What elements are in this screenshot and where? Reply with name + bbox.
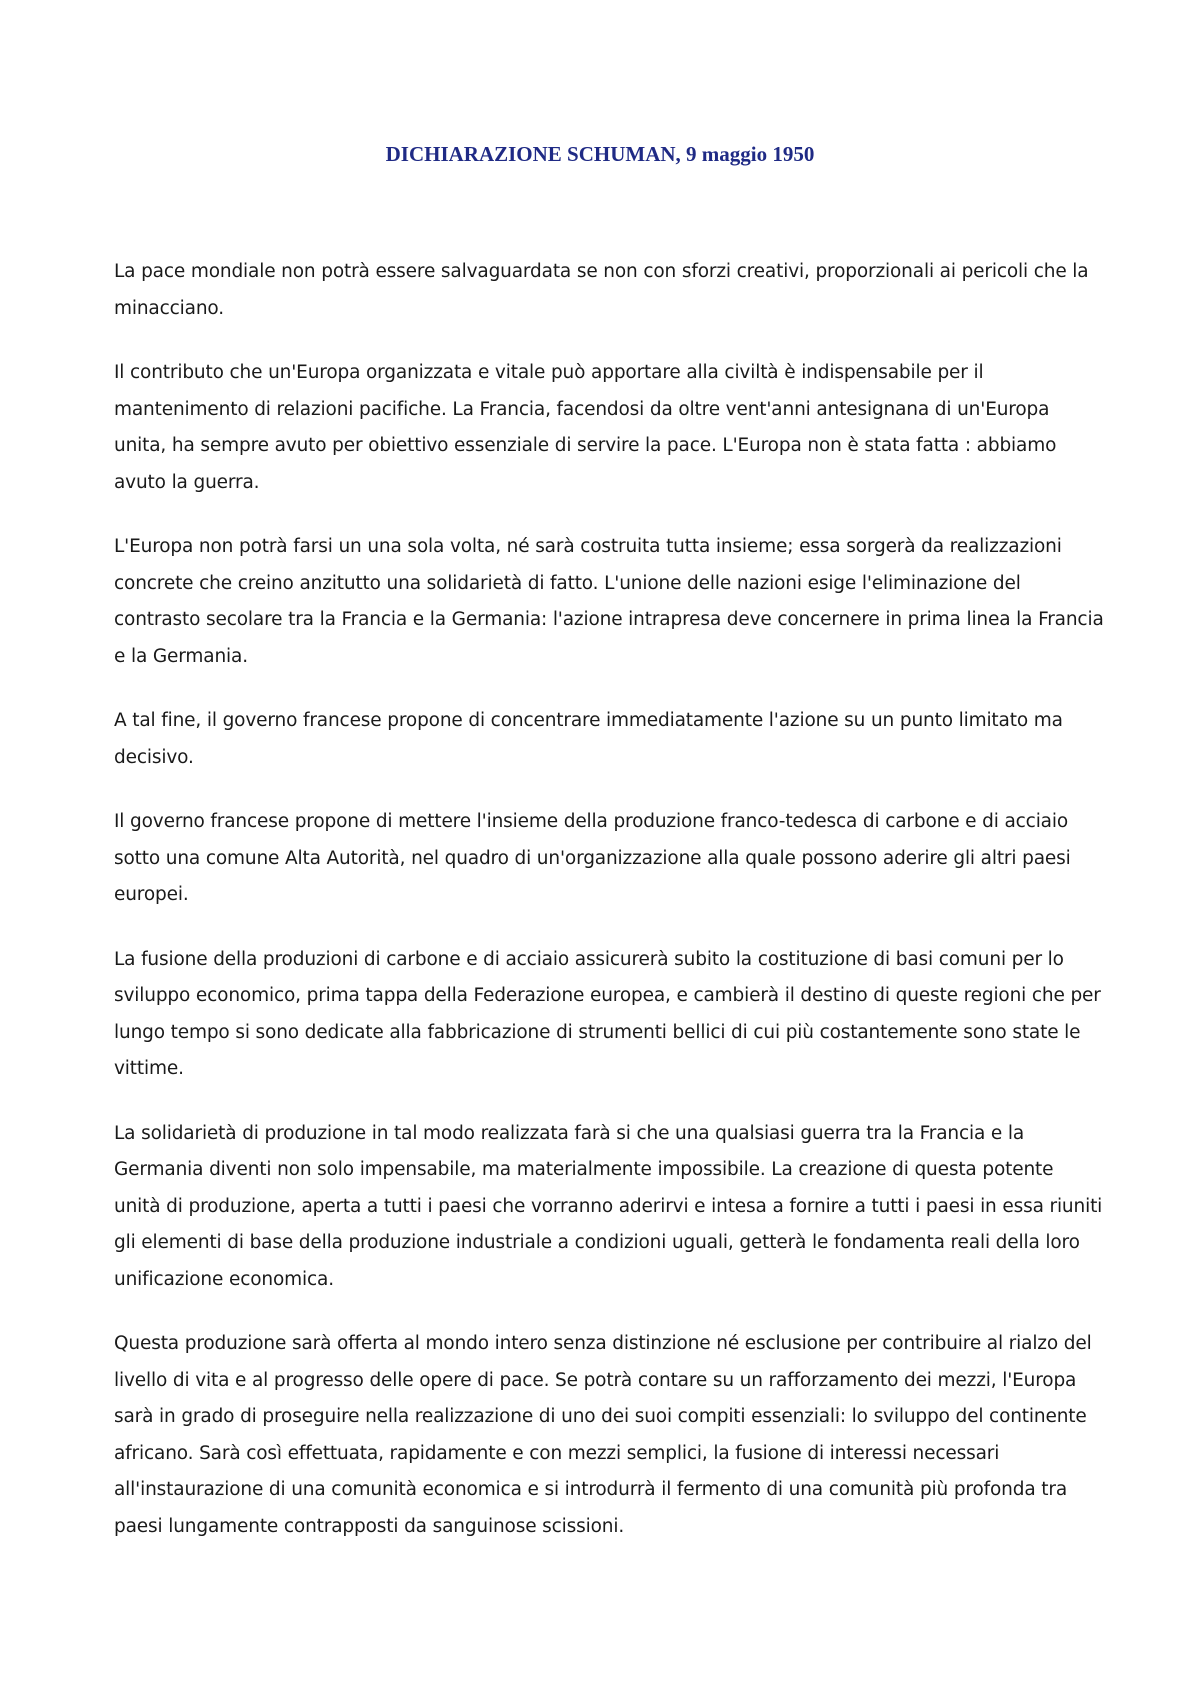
paragraph: Il contributo che un'Europa organizzata e vitale può apportare alla civiltà è indispensabile per il mantenimento di relazioni pacifiche. La Francia, facendosi da oltre vent'anni antesignana di un'Europa unita, ha sempre avuto per obiettivo essenziale di servire la pace. L'Europa non è stata fatta : abbiamo avuto la guerra. — [114, 362, 1057, 493]
document-body — [114, 254, 1104, 1573]
paragraph: A tal fine, il governo francese propone di concentrare immediatamente l'azione su un punto limitato ma decisivo. — [114, 710, 1063, 768]
paragraph: L'Europa non potrà farsi un una sola volta, né sarà costruita tutta insieme; essa sorgerà da realizzazioni concrete che creino anzitutto una solidarietà di fatto. L'unione delle nazioni esige l'eliminazione del contrasto secolare tra la Francia e la Germania: l'azione intrapresa deve concernere in prima linea la Francia e la Germania. — [114, 536, 1104, 667]
paragraph: La pace mondiale non potrà essere salvaguardata se non con sforzi creativi, proporzionali ai pericoli che la minacciano. — [114, 261, 1089, 319]
paragraph: Il governo francese propone di mettere l'insieme della produzione franco-tedesca di carbone e di acciaio sotto una comune Alta Autorità, nel quadro di un'organizzazione alla quale possono aderire gli altri paesi europei. — [114, 811, 1071, 905]
paragraph: Questa produzione sarà offerta al mondo intero senza distinzione né esclusione per contribuire al rialzo del livello di vita e al progresso delle opere di pace. Se potrà contare su un rafforzamento dei mezzi, l'Europa sarà in grado di proseguire nella realizzazione di uno dei suoi compiti essenziali: lo sviluppo del continente africano. Sarà così effettuata, rapidamente e con mezzi semplici, la fusione di interessi necessari all'instaurazione di una comunità economica e si introdurrà il fermento di una comunità più profonda tra paesi lungamente contrapposti da sanguinose scissioni. — [114, 1333, 1092, 1537]
document-title: DICHIARAZIONE SCHUMAN, 9 maggio 1950 — [385, 142, 815, 166]
paragraph: La solidarietà di produzione in tal modo realizzata farà si che una qualsiasi guerra tra la Francia e la Germania diventi non solo impensabile, ma materialmente impossibile. La creazione di questa potente unità di produzione, aperta a tutti i paesi che vorranno aderirvi e intesa a fornire a tutti i paesi in essa riuniti gli elementi di base della produzione industriale a condizioni uguali, getterà le fondamenta reali della loro unificazione economica. — [114, 1122, 1103, 1290]
paragraph: La fusione della produzioni di carbone e di acciaio assicurerà subito la costituzione di basi comuni per lo sviluppo economico, prima tappa della Federazione europea, e cambierà il destino di queste regioni che per lungo tempo si sono dedicate alla fabbricazione di strumenti bellici di cui più costantemente sono state le vittime. — [114, 948, 1101, 1079]
